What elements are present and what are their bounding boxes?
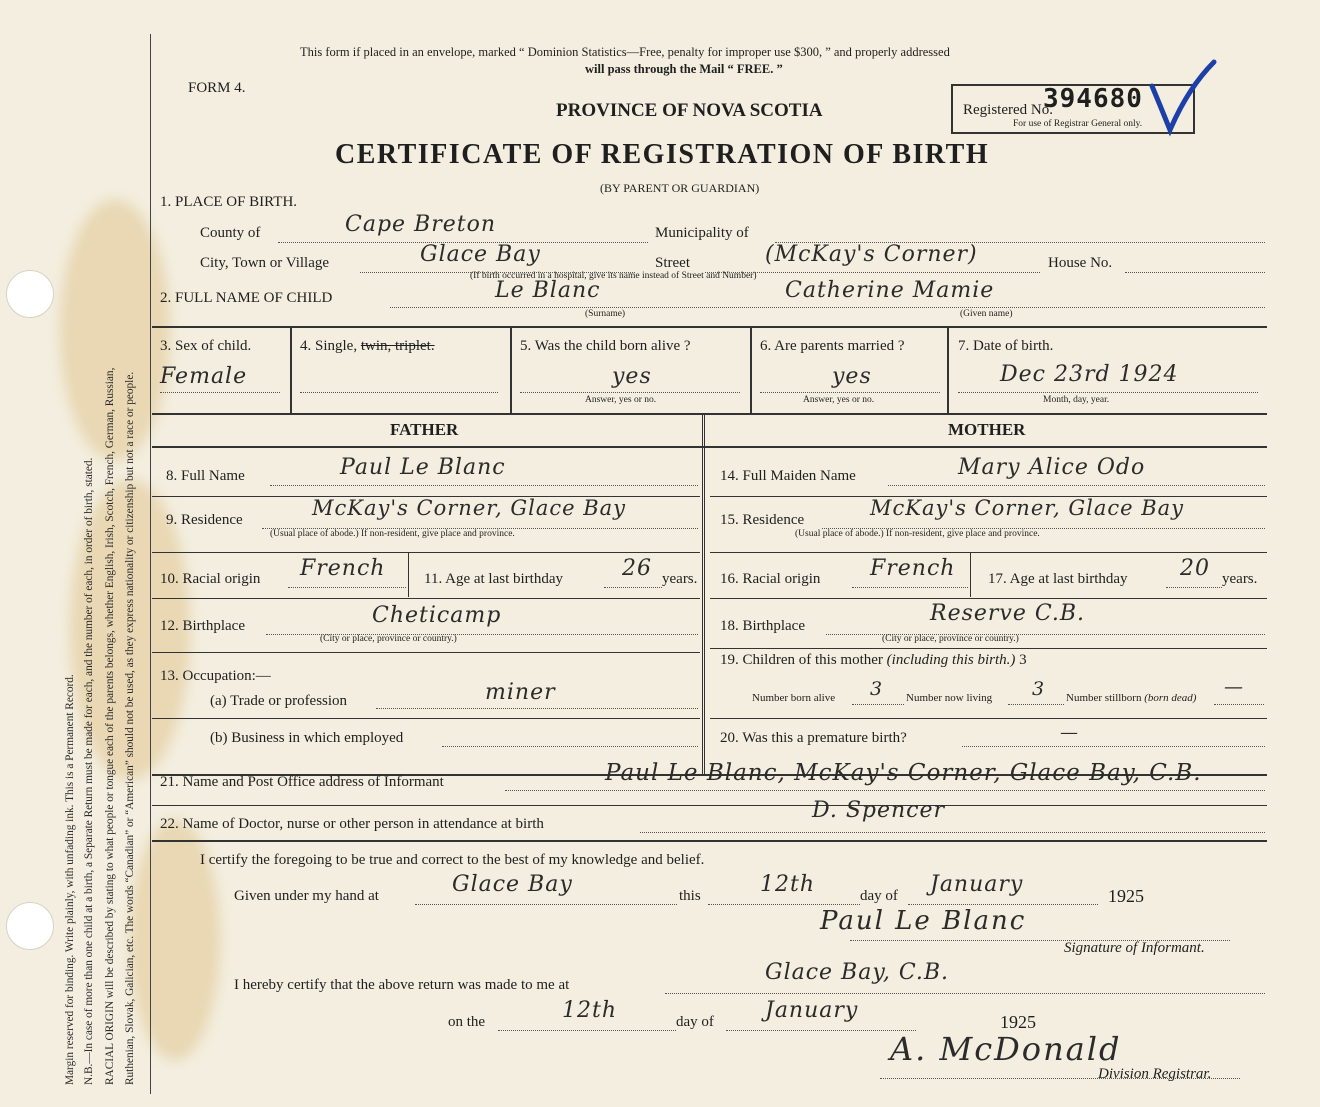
stillborn-text: Number stillborn <box>1066 692 1142 704</box>
informant-value: Paul Le Blanc, McKay's Corner, Glace Bay, C.B. <box>605 760 1202 786</box>
house-label: House No. <box>1048 255 1113 271</box>
mother-age-label: 17. Age at last birthday <box>988 571 1128 587</box>
mail-notice-free: will pass through the Mail “ FREE. ” <box>585 62 783 76</box>
hospital-note: (If birth occurred in a hospital, give its name instead of Street and Number) <box>470 271 757 281</box>
father-trade-line <box>376 708 698 709</box>
alive-label: 5. Was the child born alive ? <box>520 338 691 354</box>
margin-note-racial-origin: RACIAL ORIGIN will be described by stating to what people or tongue each of the parents belongs, whether English, Irish, Scotch, French, German, Russian, <box>104 367 116 1085</box>
father-name-value: Paul Le Blanc <box>340 455 506 480</box>
mother-racial-line <box>852 587 968 588</box>
father-age-line <box>604 587 662 588</box>
informant-line <box>505 790 1265 791</box>
given-month-value: January <box>930 872 1024 897</box>
form-number: FORM 4. <box>188 80 246 96</box>
father-residence-caption: (Usual place of abode.) If non-resident, give place and province. <box>270 529 515 539</box>
informant-signature-caption: Signature of Informant. <box>1064 940 1205 956</box>
dob-line <box>958 392 1258 393</box>
col-divider <box>290 327 292 413</box>
now-living-label: Number now living <box>906 692 993 704</box>
given-day-line <box>708 904 860 905</box>
father-birthplace-label: 12. Birthplace <box>160 618 245 634</box>
mother-age-value: 20 <box>1180 556 1210 581</box>
row-border <box>152 552 700 553</box>
sex-value: Female <box>160 364 248 389</box>
premature-value: — <box>1060 722 1079 743</box>
margin-note-multiple-births: N.B.—In case of more than one child at a birth, a Separate Return must be made for each, and the number of each, in order of birth, stated. <box>83 457 95 1085</box>
now-living-value: 3 <box>1032 678 1046 700</box>
margin-border <box>150 34 151 1094</box>
children-value: 3 <box>1019 652 1027 668</box>
col-divider <box>970 553 971 597</box>
registrar-signature: A. McDonald <box>890 1030 1122 1068</box>
dob-label: 7. Date of birth. <box>958 338 1054 354</box>
alive-value: yes <box>612 364 652 389</box>
given-day-value: 12th <box>760 872 816 897</box>
stillborn-line <box>1214 704 1264 705</box>
given-name-caption: (Given name) <box>960 309 1013 319</box>
registrar-month-line <box>726 1030 916 1031</box>
row-border <box>710 718 1267 719</box>
registrar-day-value: 12th <box>562 998 618 1023</box>
day-of-label: day of <box>860 888 898 904</box>
checkmark-icon <box>1148 58 1218 138</box>
row-border <box>152 598 700 599</box>
father-age-label: 11. Age at last birthday <box>424 571 563 587</box>
margin-note-binding: Margin reserved for binding. Write plainly, with unfading ink. This is a Permanent Record. <box>64 674 76 1085</box>
sex-line <box>160 392 280 393</box>
father-age-value: 26 <box>622 556 652 581</box>
registrar-statement: I hereby certify that the above return was made to me at <box>234 977 570 993</box>
county-value: Cape Breton <box>345 212 497 237</box>
married-caption: Answer, yes or no. <box>803 395 875 405</box>
mother-name-value: Mary Alice Odo <box>958 455 1146 480</box>
born-alive-line <box>852 704 904 705</box>
house-line <box>1125 272 1265 273</box>
mother-name-line <box>888 485 1265 486</box>
premature-line <box>962 746 1265 747</box>
on-the-label: on the <box>448 1014 486 1030</box>
father-residence-value: McKay's Corner, Glace Bay <box>312 496 627 520</box>
single-struck: twin, triplet. <box>360 338 435 354</box>
single-prefix: 4. Single, <box>300 338 358 354</box>
father-age-unit: years. <box>662 571 698 587</box>
margin-note-nationality: Ruthenian, Slovak, Galician, etc. The words “Canadian” or “American” should not be used, as they express nationality or citizenship but not a race or people. <box>124 371 136 1085</box>
father-birthplace-value: Cheticamp <box>372 603 502 628</box>
father-racial-line <box>288 587 406 588</box>
mother-children-label <box>720 652 1027 669</box>
given-place-line <box>415 904 677 905</box>
place-of-birth-heading: 1. PLACE OF BIRTH. <box>160 194 298 210</box>
row-border <box>152 718 700 719</box>
row-border <box>152 652 700 653</box>
street-label: Street <box>655 255 690 271</box>
mother-racial-label: 16. Racial origin <box>720 571 821 587</box>
married-line <box>760 392 940 393</box>
child-name-line <box>390 307 1265 308</box>
surname-caption: (Surname) <box>585 309 626 319</box>
father-heading: FATHER <box>390 420 459 439</box>
born-alive-value: 3 <box>870 678 884 700</box>
doctor-label: 22. Name of Doctor, nurse or other person in attendance at birth <box>160 816 544 832</box>
child-surname: Le Blanc <box>495 278 601 303</box>
father-business-line <box>442 746 698 747</box>
mother-residence-label: 15. Residence <box>720 512 805 528</box>
mail-notice: This form if placed in an envelope, marked “ Dominion Statistics—Free, penalty for improper use $300, ” and properly addressed <box>300 45 950 59</box>
city-label: City, Town or Village <box>200 255 330 271</box>
col-divider <box>750 327 752 413</box>
col-divider <box>408 553 409 597</box>
father-birthplace-caption: (City or place, province or country.) <box>320 634 457 644</box>
registrar-year-value: 1925 <box>1000 1012 1036 1032</box>
street-value: (McKay's Corner) <box>765 242 978 267</box>
given-year-value: 1925 <box>1108 886 1144 906</box>
mother-birthplace-caption: (City or place, province or country.) <box>882 634 1019 644</box>
punch-hole <box>6 902 54 950</box>
given-place-value: Glace Bay <box>452 872 573 897</box>
registrar-place-line <box>665 993 1265 994</box>
informant-label: 21. Name and Post Office address of Informant <box>160 774 444 790</box>
sex-label: 3. Sex of child. <box>160 338 252 354</box>
father-occupation-label: 13. Occupation:— <box>160 668 271 684</box>
county-label: County of <box>200 225 261 241</box>
alive-line <box>520 392 740 393</box>
married-value: yes <box>832 364 872 389</box>
single-line <box>300 392 498 393</box>
registrar-caption: Division Registrar. <box>1098 1066 1212 1082</box>
child-given-name: Catherine Mamie <box>785 278 995 303</box>
married-label: 6. Are parents married ? <box>760 338 905 354</box>
registrar-place-value: Glace Bay, C.B. <box>765 960 950 985</box>
registrar-month-value: January <box>765 998 859 1023</box>
city-value: Glace Bay <box>420 242 541 267</box>
stillborn-value: — <box>1224 676 1244 698</box>
row-border <box>710 598 1267 599</box>
dob-value: Dec 23rd 1924 <box>1000 362 1179 387</box>
stillborn-label <box>1066 692 1196 704</box>
children-label-text: 19. Children of this mother <box>720 652 883 668</box>
father-name-label: 8. Full Name <box>166 468 245 484</box>
row3-bottom-border <box>152 413 1267 415</box>
punch-hole <box>6 270 54 318</box>
mother-age-unit: years. <box>1222 571 1258 587</box>
given-month-line <box>908 904 1098 905</box>
born-alive-label: Number born alive <box>752 692 836 704</box>
certificate-title: CERTIFICATE OF REGISTRATION OF BIRTH <box>335 139 990 170</box>
mother-age-line <box>1166 587 1222 588</box>
mother-heading: MOTHER <box>948 420 1026 439</box>
children-label-paren: (including this birth.) <box>886 652 1016 668</box>
mother-residence-value: McKay's Corner, Glace Bay <box>870 496 1185 520</box>
now-living-line <box>1008 704 1064 705</box>
registrar-day-of-label: day of <box>676 1014 714 1030</box>
father-trade-label: (a) Trade or profession <box>210 693 348 709</box>
father-racial-value: French <box>300 556 386 581</box>
row-border <box>710 552 1267 553</box>
municipality-label: Municipality of <box>655 225 749 241</box>
doctor-value: D. Spencer <box>812 798 946 823</box>
mother-birthplace-value: Reserve C.B. <box>930 601 1086 626</box>
this-label: this <box>679 888 701 904</box>
alive-caption: Answer, yes or no. <box>585 395 657 405</box>
registrar-general-note: For use of Registrar General only. <box>1013 119 1143 129</box>
registrar-day-line <box>498 1030 676 1031</box>
parents-header-border <box>152 446 1267 448</box>
premature-label: 20. Was this a premature birth? <box>720 730 907 746</box>
informant-signature: Paul Le Blanc <box>820 906 1027 936</box>
registered-label: Registered No. <box>963 102 1053 118</box>
row-border <box>152 840 1267 842</box>
dob-caption: Month, day, year. <box>1043 395 1110 405</box>
single-label <box>300 338 435 355</box>
col-divider <box>510 327 512 413</box>
father-racial-label: 10. Racial origin <box>160 571 261 587</box>
father-residence-label: 9. Residence <box>166 512 243 528</box>
row-border <box>152 805 1267 806</box>
province-heading: PROVINCE OF NOVA SCOTIA <box>556 100 823 121</box>
certificate-subtitle: (BY PARENT OR GUARDIAN) <box>600 181 760 195</box>
row-border <box>710 648 1267 649</box>
col-divider <box>947 327 949 413</box>
mother-racial-value: French <box>870 556 956 581</box>
mother-name-label: 14. Full Maiden Name <box>720 468 856 484</box>
certify-statement: I certify the foregoing to be true and correct to the best of my knowledge and belief. <box>200 852 705 868</box>
stillborn-paren: (born dead) <box>1144 692 1197 704</box>
mother-residence-caption: (Usual place of abode.) If non-resident, give place and province. <box>795 529 1040 539</box>
given-label: Given under my hand at <box>234 888 379 904</box>
parents-divider <box>702 414 705 774</box>
child-name-label: 2. FULL NAME OF CHILD <box>160 290 333 306</box>
father-name-line <box>270 485 698 486</box>
father-trade-value: miner <box>485 680 556 705</box>
registered-number: 394680 <box>1043 84 1143 114</box>
father-business-label: (b) Business in which employed <box>210 730 404 746</box>
row3-top-border <box>152 326 1267 328</box>
doctor-line <box>640 832 1265 833</box>
mother-birthplace-label: 18. Birthplace <box>720 618 805 634</box>
